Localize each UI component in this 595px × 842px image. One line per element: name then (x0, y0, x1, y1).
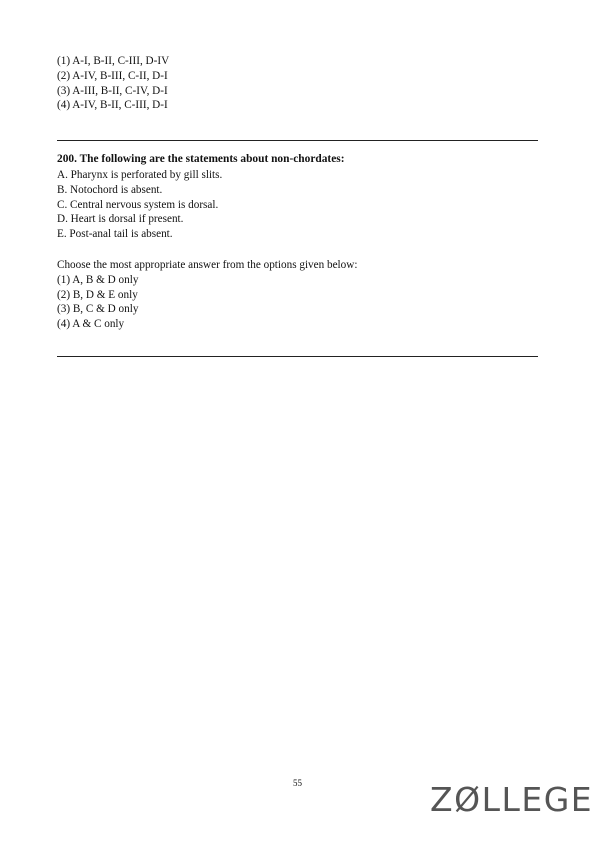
statement-a: A. Pharynx is perforated by gill slits. (57, 169, 223, 181)
section-divider-bottom (57, 356, 538, 357)
zollege-logo: ZØLLEGE (430, 780, 594, 819)
answer-section (57, 258, 357, 332)
previous-option-1: (1) A-I, B-II, C-III, D-IV (57, 55, 170, 67)
answer-prompt: Choose the most appropriate answer from the options given below: (57, 259, 358, 271)
statement-d: D. Heart is dorsal if present. (57, 213, 184, 226)
previous-option-3: (3) A-III, B-II, C-IV, D-I (57, 84, 168, 97)
previous-option-4: (4) A-IV, B-II, C-III, D-I (57, 99, 168, 112)
page-number: 55 (293, 778, 302, 788)
section-divider-top (57, 140, 538, 141)
answer-option-2: (2) B, D & E only (57, 288, 138, 301)
statement-c: C. Central nervous system is dorsal. (57, 198, 219, 211)
previous-question-options (57, 54, 169, 113)
answer-option-4: (4) A & C only (57, 318, 125, 331)
previous-option-2: (2) A-IV, B-III, C-II, D-I (57, 69, 168, 82)
answer-option-3: (3) B, C & D only (57, 303, 139, 316)
question-statements (57, 168, 222, 242)
answer-option-1: (1) A, B & D only (57, 273, 139, 286)
statement-e: E. Post-anal tail is absent. (57, 228, 173, 241)
question-title: 200. The following are the statements about non-chordates: (57, 153, 345, 165)
statement-b: B. Notochord is absent. (57, 183, 163, 196)
